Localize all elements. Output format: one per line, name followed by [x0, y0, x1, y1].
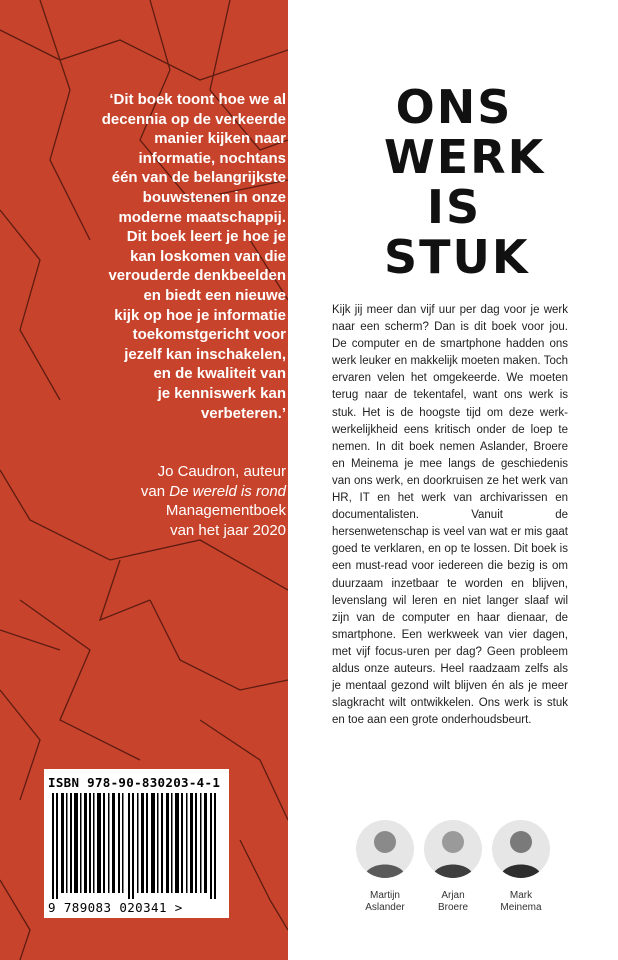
author-name: Mark Meinema: [500, 890, 542, 913]
attribution-book: van De wereld is rond: [140, 482, 286, 500]
author-name: Martijn Aslander: [365, 890, 405, 913]
book-description: Kijk jij meer dan vijf uur per dag voor je werk naar een scherm? Dan is dit boek voor jou. De computer en de smartphone hadden ons werk leuker en makkelijk moeten maken. Toch ervaren velen het omgekeerde. We moeten terug naar de tekentafel, want ons werk is stuk. Het is de hoogste tijd om deze werk-werkelijkheid eens kritisch onder de loep te nemen. In dit boek nemen Aslander, Broere en Meinema je mee langs de geschiedenis van ons werk, en doorkruisen ze het werk van HR, IT en het werk van archivarissen en documentalisten. Vanuit de hersenwetenschap is veel van wat er mis gaat goed te verklaren, en op te lossen. Dit boek is een must-read voor iedereen die bezig is om duurzaam inzetbaar te worden en blijven, levenslang wil leren en niet langer slaaf wil zijn van de computer en haar dienaar, de smartphone. Een werkweek van vier dagen, met vijf focus-uren per dag? Geen probleem aldus onze auteurs. Heel raadzaam zelfs als je mentaal gezond wilt blijven én als je meer slagkracht wilt ontwikkelen. Ons werk is stuk en toe aan een grote onderhoudsbeurt.: [332, 304, 568, 727]
barcode-icon: [52, 793, 220, 899]
isbn-digits: 9 789083 020341 >: [48, 900, 183, 915]
quote-attribution: [46, 462, 286, 540]
attribution-name: Jo Caudron, auteur: [157, 463, 286, 480]
author-list: [350, 820, 560, 920]
attribution-year: van het jaar 2020: [170, 521, 286, 539]
author-broere: [418, 820, 488, 914]
author-photo: [356, 820, 414, 878]
book-title: ONS WERK IS STUK: [384, 80, 546, 284]
author-name: Arjan Broere: [437, 890, 468, 913]
attribution-award: Managementboek: [165, 502, 286, 520]
endorsement-quote: ‘Dit boek toont hoe we al decennia op de verkeerde manier kijken naar informatie, nochtans één van de belangrijkste bouwstenen in onze moderne maatschappij. Dit boek leert je hoe je kan loskomen van die verouderde denkbeelden en biedt een nieuwe kijk op hoe je informatie toekomstgericht voor jezelf kan inschakelen, en de kwaliteit van je kenniswerk kan verbeteren.’: [101, 91, 286, 422]
author-photo: [492, 820, 550, 878]
isbn-label: ISBN 978-90-830203-4-1: [48, 775, 221, 790]
author-photo: [424, 820, 482, 878]
back-cover-panel: [0, 0, 288, 960]
author-aslander: [350, 820, 420, 914]
author-meinema: [486, 820, 556, 914]
isbn-barcode-box: [44, 769, 229, 918]
